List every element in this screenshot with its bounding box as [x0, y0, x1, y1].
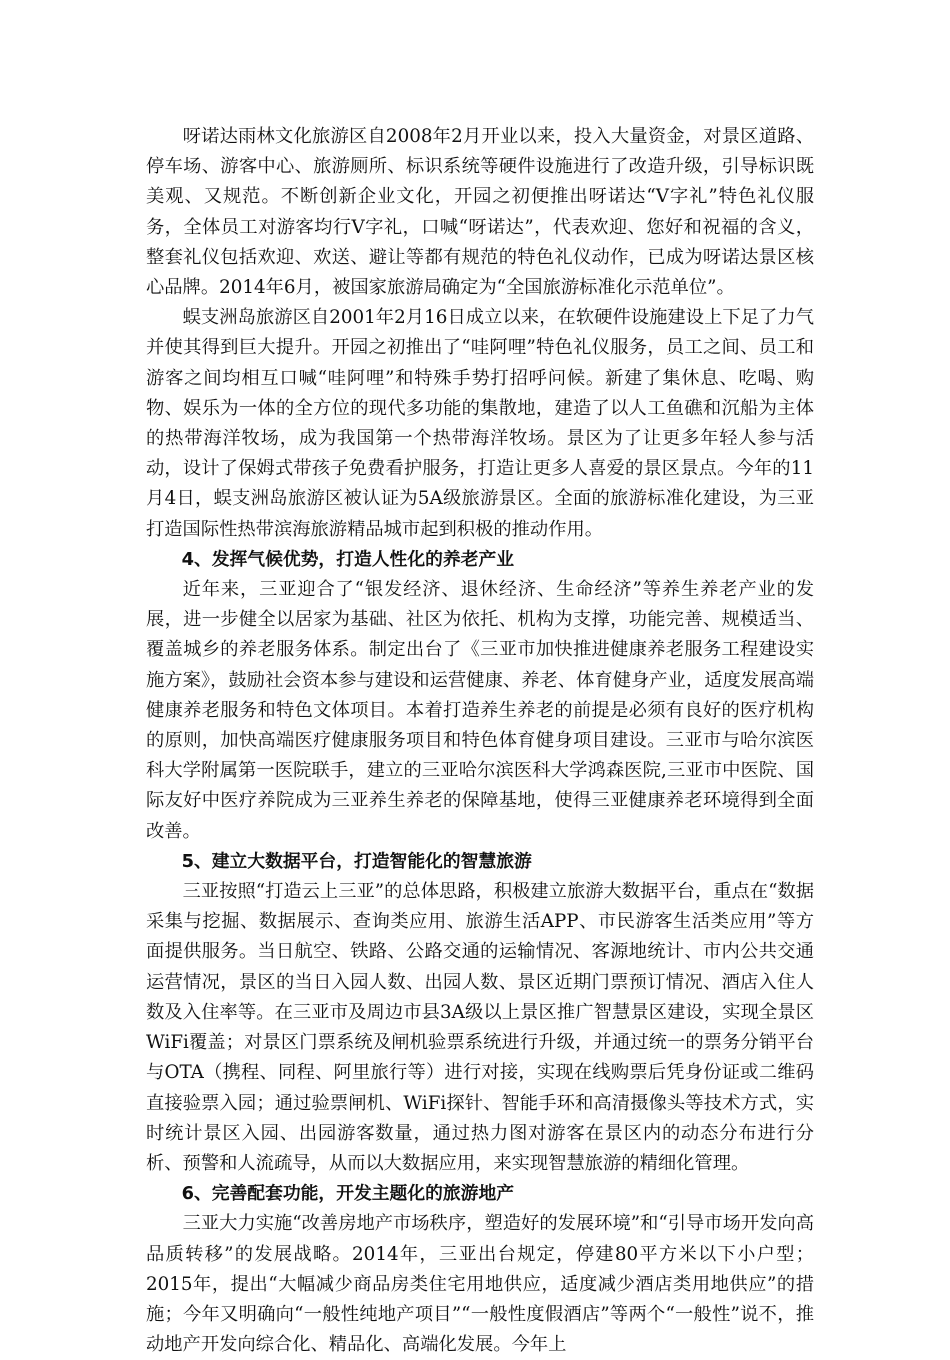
- paragraph-wuzhizhou: 蜈支洲岛旅游区自2001年2月16日成立以来，在软硬件设施建设上下足了力气并使其得到巨大提升。开园之初推出了“哇阿哩”特色礼仪服务，员工之间、员工和游客之间均相互口喊“哇阿哩”和特殊手势打招呼问候。新建了集休息、吃喝、购物、娱乐为一体的全方位的现代多功能的集散地，建造了以人工鱼礁和沉船为主体的热带海洋牧场，成为我国第一个热带海洋牧场。景区为了让更多年轻人参与活动，设计了保姆式带孩子免费看护服务，打造让更多人喜爱的景区景点。今年的11月4日，蜈支洲岛旅游区被认证为5A级旅游景区。全面的旅游标准化建设，为三亚打造国际性热带滨海旅游精品城市起到积极的推动作用。: [146, 307, 814, 540]
- paragraph-yanoda: 呀诺达雨林文化旅游区自2008年2月开业以来，投入大量资金，对景区道路、停车场、游客中心、旅游厕所、标识系统等硬件设施进行了改造升级，引导标识既美观、又规范。不断创新企业文化，开园之初便推出呀诺达“V字礼”特色礼仪服务，全体员工对游客均行V字礼，口喊“呀诺达”，代表欢迎、您好和祝福的含义，整套礼仪包括欢迎、欢送、避让等都有规范的特色礼仪动作，已成为呀诺达景区核心品牌。2014年6月，被国家旅游局确定为“全国旅游标准化示范单位”。: [146, 126, 814, 299]
- section-heading-5: 5、建立大数据平台，打造智能化的智慧旅游: [181, 850, 532, 872]
- paragraph-real-estate: 三亚大力实施“改善房地产市场秩序，塑造好的发展环境”和“引导市场开发向高品质转移”的发展战略。2014年，三亚出台规定，停建80平方米以下小户型；2015年，提出“大幅减少商品房类住宅用地供应，适度减少酒店类用地供应”的措施；今年又明确向“一般性纯地产项目”“一般性度假酒店”等两个“一般性”说不，推动地产开发向综合化、精品化、高端化发展。今年上: [146, 1213, 814, 1356]
- paragraph-elderly-care: 近年来，三亚迎合了“银发经济、退休经济、生命经济”等养生养老产业的发展，进一步健全以居家为基础、社区为依托、机构为支撑，功能完善、规模适当、覆盖城乡的养老服务体系。制定出台了《三亚市加快推进健康养老服务工程建设实施方案》，鼓励社会资本参与建设和运营健康、养老、体育健身产业，适度发展高端健康养老服务和特色文体项目。本着打造养生养老的前提是必须有良好的医疗机构的原则，加快高端医疗健康服务项目和特色体育健身项目建设。三亚市与哈尔滨医科大学附属第一医院联手，建立的三亚哈尔滨医科大学鸿森医院,三亚市中医院、国际友好中医疗养院成为三亚养生养老的保障基地，使得三亚健康养老环境得到全面改善。: [146, 579, 814, 842]
- section-heading-4: 4、发挥气候优势，打造人性化的养老产业: [181, 548, 515, 570]
- document-page: [146, 122, 814, 1360]
- section-heading-6: 6、完善配套功能，开发主题化的旅游地产: [181, 1183, 515, 1205]
- paragraph-big-data: 三亚按照“打造云上三亚”的总体思路，积极建立旅游大数据平台，重点在“数据采集与挖掘、数据展示、查询类应用、旅游生活APP、市民游客生活类应用”等方面提供服务。当日航空、铁路、公路交通的运输情况、客源地统计、市内公共交通运营情况，景区的当日入园人数、出园人数、景区近期门票预订情况、酒店入住人数及入住率等。在三亚市及周边市县3A级以上景区推广智慧景区建设，实现全景区WiFi覆盖；对景区门票系统及闸机验票系统进行升级，并通过统一的票务分销平台与OTA（携程、同程、阿里旅行等）进行对接，实现在线购票后凭身份证或二维码直接验票入园；通过验票闸机、WiFi探针、智能手环和高清摄像头等技术方式，实时统计景区入园、出园游客数量，通过热力图对游客在景区内的动态分布进行分析、预警和人流疏导，从而以大数据应用，来实现智慧旅游的精细化管理。: [146, 881, 814, 1174]
